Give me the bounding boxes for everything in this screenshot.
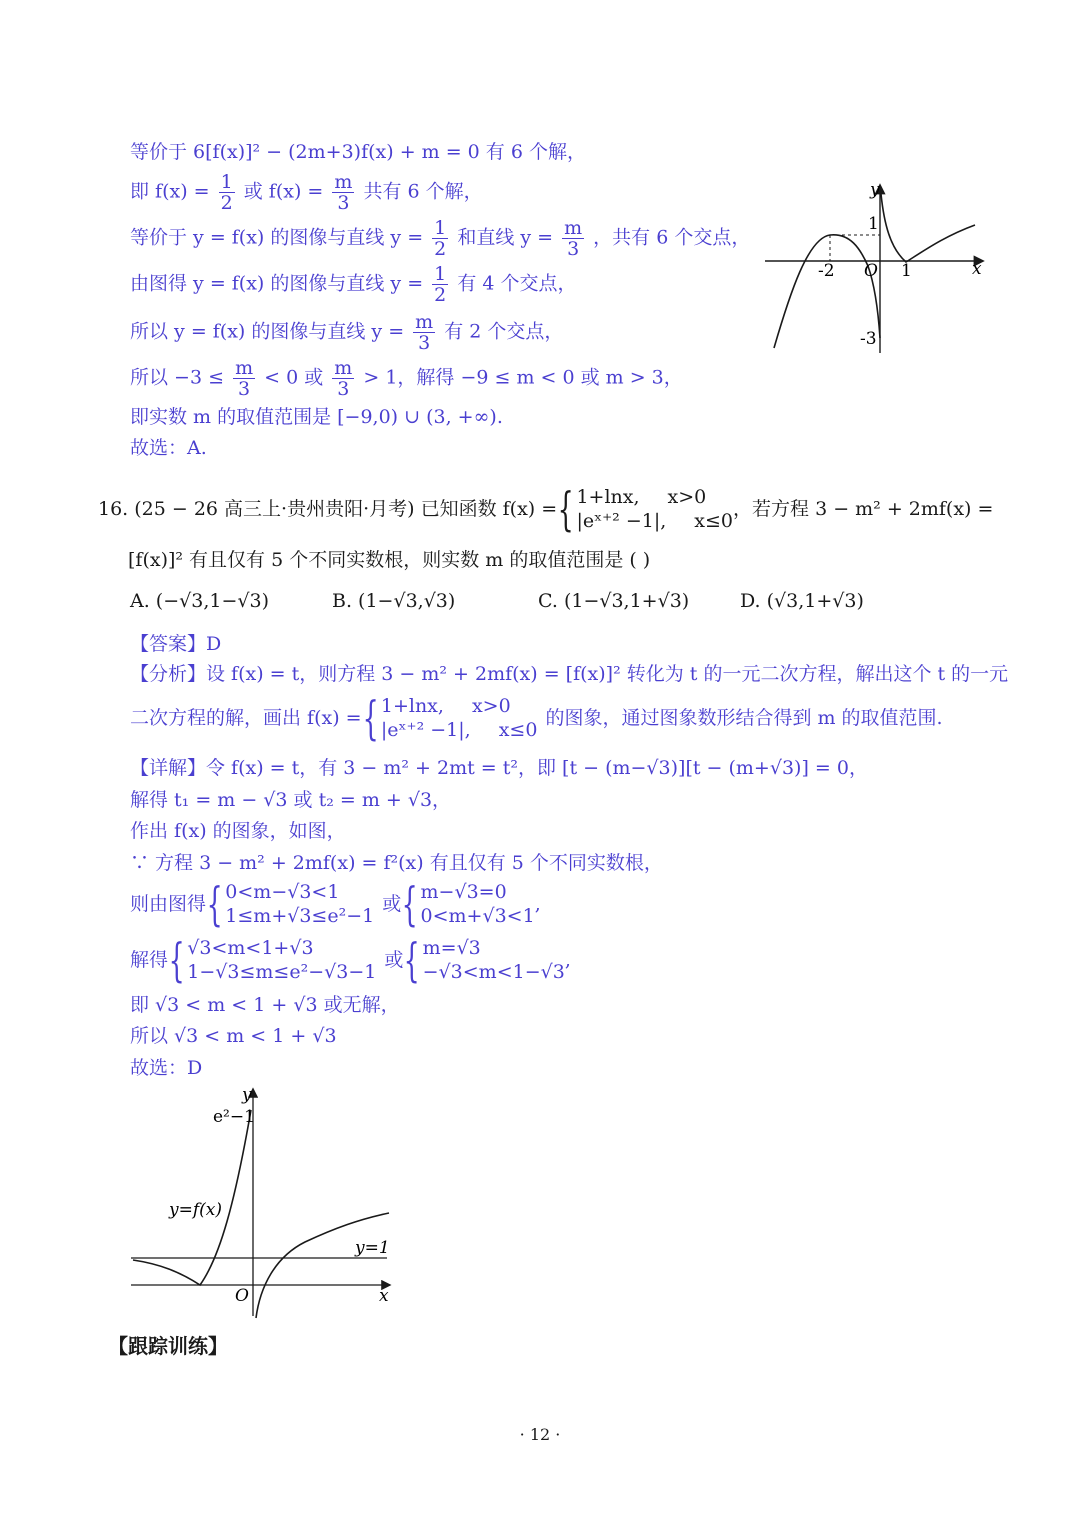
option-d[interactable]: D. (√3,1+√3) — [740, 590, 864, 612]
numerator: m — [415, 311, 434, 333]
solution16-detail-line7: 即 √3 < m < 1 + √3 或无解， — [130, 994, 400, 1016]
solution16-detail-line3: 作出 f(x) 的图象，如图， — [130, 820, 346, 842]
denominator: 3 — [337, 192, 350, 214]
curve-label: y=f(x) — [169, 1200, 222, 1220]
case-row — [381, 718, 538, 742]
problem16-stem-line1 — [98, 482, 994, 536]
text: 共有 6 个解， — [363, 180, 483, 203]
text: 和直线 y = — [457, 226, 554, 249]
case-expr: 1+lnx, — [576, 486, 640, 508]
denominator: 3 — [567, 238, 580, 260]
case-cond: x>0 — [667, 486, 707, 508]
solution15-function-graph — [760, 178, 990, 356]
text: 所以 −3 ≤ — [130, 366, 225, 389]
solution15-line6 — [130, 358, 683, 399]
fraction — [413, 312, 435, 353]
y-tick-label-1: 1 — [868, 214, 879, 234]
solution16-detail-line4: ∵ 方程 3 − m² + 2mf(x) = f²(x) 有且仅有 5 个不同实数根， — [130, 852, 663, 874]
case-row — [576, 509, 733, 533]
curve-left — [133, 1110, 251, 1285]
piecewise-definition — [98, 482, 994, 536]
text: 或 — [382, 893, 402, 915]
system-of-inequalities — [130, 933, 571, 987]
text: > 1，解得 −9 ≤ m < 0 或 m > 3， — [363, 366, 683, 389]
cases — [423, 936, 565, 984]
text: 解得 — [130, 949, 169, 971]
case-row: 0<m+√3<1 — [420, 905, 535, 927]
case-cond: x>0 — [471, 695, 511, 717]
cases — [225, 880, 374, 928]
case-row — [576, 485, 733, 509]
cases — [381, 694, 538, 742]
y-axis-label: y — [870, 180, 880, 200]
solution15-line4 — [130, 264, 576, 305]
text: 有 4 个交点， — [457, 272, 577, 295]
solution15-line7: 即实数 m 的取值范围是 [−9,0) ∪ (3, +∞). — [130, 406, 503, 428]
brace: { — [362, 691, 379, 745]
solution15-line5 — [130, 312, 563, 353]
brace: { — [557, 482, 574, 536]
cases — [576, 485, 733, 533]
numerator: m — [334, 357, 353, 379]
solution16-detail-line6 — [130, 933, 571, 987]
fraction — [562, 218, 584, 259]
denominator: 3 — [337, 378, 350, 400]
piecewise-definition — [130, 691, 943, 745]
origin-label: O — [235, 1286, 249, 1306]
fraction — [432, 218, 448, 259]
solution16-detail-line2: 解得 t₁ = m − √3 或 t₂ = m + √3， — [130, 789, 452, 811]
numerator: m — [564, 217, 583, 239]
solution16-detail-line8: 所以 √3 < m < 1 + √3 — [130, 1025, 337, 1047]
text: , — [534, 893, 541, 915]
cases — [187, 936, 376, 984]
y-tick-label-neg3: -3 — [860, 329, 877, 349]
solution15-line1: 等价于 6[f(x)]² − (2m+3)f(x) + m = 0 有 6 个解， — [130, 141, 586, 163]
line-label: y=1 — [355, 1238, 390, 1258]
solution16-function-graph — [125, 1082, 405, 1322]
case-row — [381, 694, 538, 718]
tick-label-1: 1 — [901, 261, 912, 281]
case-row: −√3<m<1−√3 — [422, 961, 565, 983]
fraction — [233, 358, 255, 399]
text: 16. (25 − 26 高三上·贵州贵阳·月考) 已知函数 f(x) = — [98, 498, 558, 520]
option-b[interactable]: B. (1−√3,√3) — [332, 590, 456, 612]
system-of-inequalities — [130, 877, 541, 931]
case-expr: 1+lnx, — [380, 695, 444, 717]
tick-label-neg2: -2 — [818, 261, 835, 281]
text: 或 f(x) = — [243, 180, 324, 203]
fraction — [432, 264, 448, 305]
solution16-detail-line5 — [130, 877, 541, 931]
brace: { — [206, 877, 223, 931]
numerator: m — [334, 171, 353, 193]
fraction — [332, 358, 354, 399]
case-cond: x≤0 — [694, 510, 734, 532]
case-row: 1≤m+√3≤e²−1 — [225, 905, 375, 927]
text: 等价于 y = f(x) 的图像与直线 y = — [130, 226, 424, 249]
case-row: m−√3=0 — [420, 881, 507, 903]
case-row: m=√3 — [422, 937, 481, 959]
denominator: 2 — [220, 192, 233, 214]
cases — [421, 880, 535, 928]
denominator: 2 — [434, 238, 447, 260]
option-c[interactable]: C. (1−√3,1+√3) — [538, 590, 690, 612]
case-row: 1−√3≤m≤e²−√3−1 — [187, 961, 377, 983]
fraction — [332, 172, 354, 213]
denominator: 3 — [238, 378, 251, 400]
page-number: · 12 · — [519, 1425, 561, 1444]
numerator: 1 — [220, 171, 233, 193]
section-heading: 【跟踪训练】 — [108, 1334, 228, 1358]
x-axis-label: x — [972, 259, 982, 279]
text: 或 — [384, 949, 404, 971]
fraction — [219, 172, 235, 213]
text: 则由图得 — [130, 893, 207, 915]
denominator: 3 — [418, 332, 431, 354]
solution16-answer: 【答案】D — [130, 633, 222, 655]
curve-right — [256, 1213, 389, 1318]
case-cond: x≤0 — [498, 719, 538, 741]
brace: { — [401, 877, 418, 931]
solution15-line2 — [130, 172, 483, 213]
text: 所以 y = f(x) 的图像与直线 y = — [130, 320, 405, 343]
solution16-analysis-line2 — [130, 691, 943, 745]
solution15-line8: 故选：A. — [130, 437, 207, 459]
text: 二次方程的解，画出 f(x) = — [130, 707, 362, 729]
top-value-label: e²−1 — [213, 1107, 255, 1127]
numerator: m — [235, 357, 254, 379]
case-row: √3<m<1+√3 — [187, 937, 314, 959]
numerator: 1 — [434, 217, 447, 239]
denominator: 2 — [434, 284, 447, 306]
x-axis-label: x — [379, 1286, 389, 1306]
solution15-line3 — [130, 218, 750, 259]
brace: { — [168, 933, 185, 987]
solution16-analysis-line1: 【分析】设 f(x) = t，则方程 3 − m² + 2mf(x) = [f(x)]² 转化为 t 的一元二次方程，解出这个 t 的一元 — [130, 663, 1009, 685]
solution16-detail-line9: 故选：D — [130, 1057, 203, 1079]
y-axis-label: y — [242, 1085, 252, 1105]
text: 的图象，通过图象数形结合得到 m 的取值范围. — [545, 707, 943, 729]
text: ，共有 6 个交点， — [593, 226, 751, 249]
text: < 0 或 — [264, 366, 324, 389]
numerator: 1 — [434, 263, 447, 285]
problem16-stem-line2: [f(x)]² 有且仅有 5 个不同实数根，则实数 m 的取值范围是 ( ) — [128, 549, 651, 571]
option-a[interactable]: A. (−√3,1−√3) — [130, 590, 269, 612]
text: 即 f(x) = — [130, 180, 210, 203]
solution16-detail-line1: 【详解】令 f(x) = t，有 3 − m² + 2mt = t²，即 [t − (m−√3)][t − (m+√3)] = 0， — [130, 757, 868, 779]
origin-label: O — [864, 261, 878, 281]
curve-right — [881, 194, 975, 262]
case-expr: |eˣ⁺² −1|, — [380, 719, 471, 741]
text: 由图得 y = f(x) 的图像与直线 y = — [130, 272, 424, 295]
text: 有 2 个交点， — [444, 320, 564, 343]
text: ，若方程 3 − m² + 2mf(x) = — [733, 498, 994, 520]
brace: { — [403, 933, 421, 987]
case-expr: |eˣ⁺² −1|, — [576, 510, 667, 532]
case-row: 0<m−√3<1 — [225, 881, 340, 903]
text: , — [564, 949, 571, 971]
